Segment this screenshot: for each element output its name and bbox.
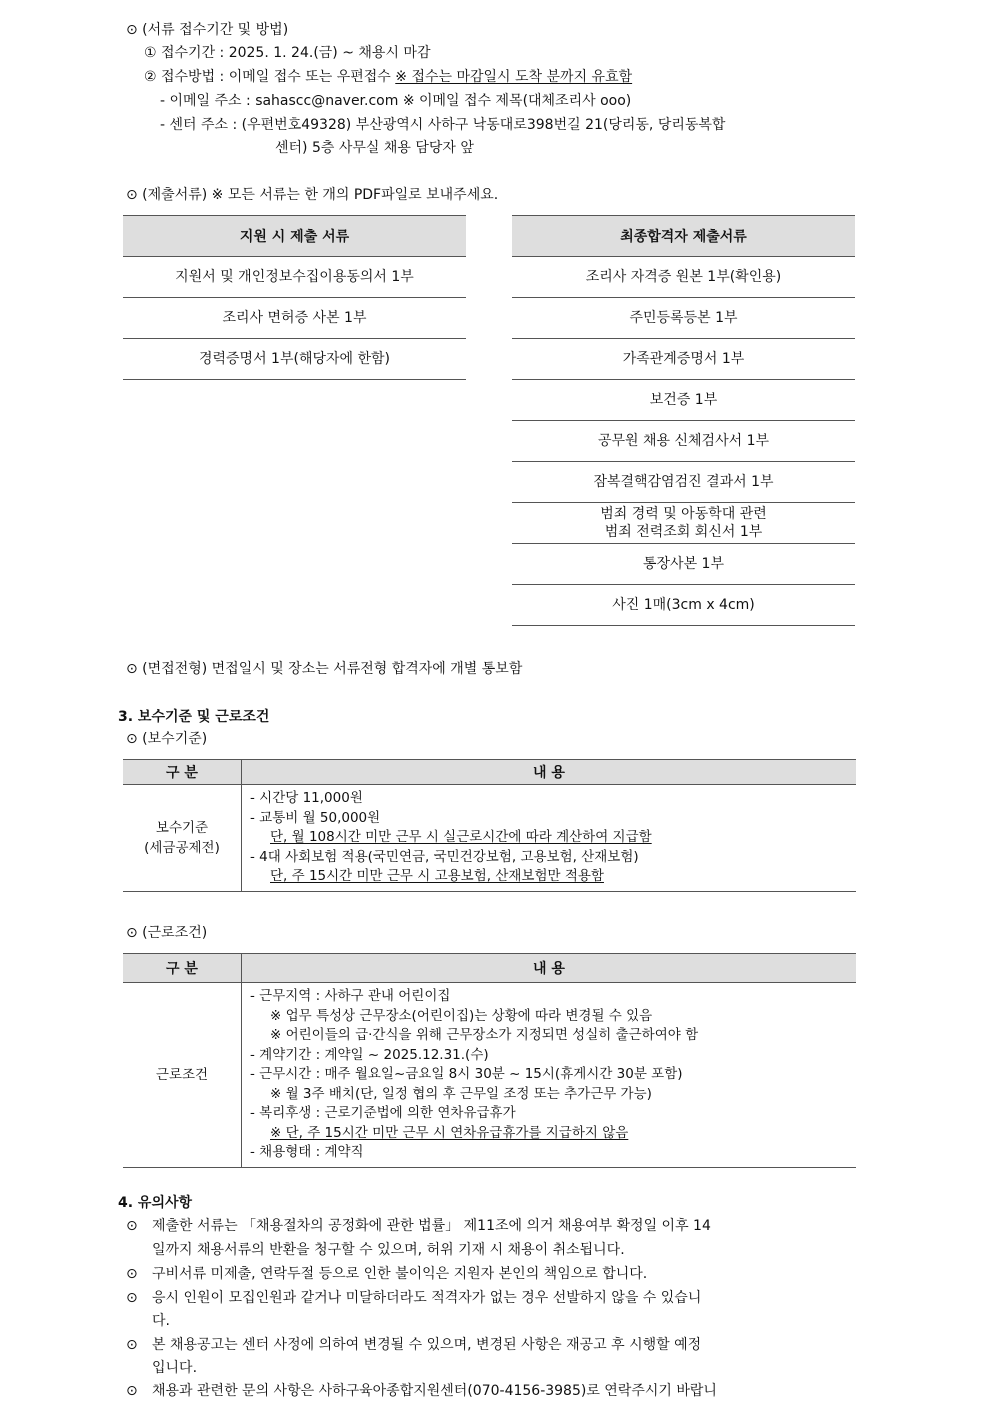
notice-text-cont: 일까지 채용서류의 반환을 청구할 수 있으며, 허위 기재 시 채용이 취소됩니다. <box>152 1242 625 1258</box>
apply-docs-header: 지원 시 제출 서류 <box>123 216 466 257</box>
apply-period: ① 접수기간 : 2025. 1. 24.(금) ~ 채용시 마감 <box>144 45 431 61</box>
final-doc-item: 사진 1매(3cm x 4cm) <box>512 585 855 626</box>
pay-heading: ⊙ (보수기준) <box>126 731 208 747</box>
pay-col-header-category: 구 분 <box>123 760 242 785</box>
table-row <box>123 785 856 892</box>
notice-bullet: ⊙ <box>126 1337 138 1353</box>
table-row <box>512 462 855 503</box>
final-doc-item-line2: 범죄 전력조회 회신서 1부 <box>604 524 763 540</box>
apply-doc-item: 조리사 면허증 사본 1부 <box>123 298 466 339</box>
notice-text: 채용과 관련한 문의 사항은 사하구육아종합지원센터(070-4156-3985)로 연락주시기 바랍니 <box>152 1383 717 1399</box>
work-line: ※ 어린이들의 급·간식을 위해 근무장소가 지정되면 성실히 출근하여야 함 <box>270 1027 699 1043</box>
work-line: ※ 월 3주 배치(단, 일정 협의 후 근무일 조정 또는 추가근무 가능) <box>270 1085 652 1102</box>
table-row <box>512 544 855 585</box>
final-doc-item: 잠복결핵감염검진 결과서 1부 <box>512 462 855 503</box>
notice-item <box>126 1264 647 1284</box>
work-content-cell <box>242 983 857 1168</box>
pay-label: 보수기준 <box>155 819 209 836</box>
final-doc-item: 주민등록등본 1부 <box>512 298 855 339</box>
notice-text-cont: 다. <box>152 1313 170 1329</box>
work-col-header-category: 구 분 <box>123 954 242 983</box>
table-row <box>512 339 855 380</box>
pay-line: - 시간당 11,000원 <box>250 790 363 806</box>
table-row <box>123 339 466 380</box>
notice-text: 응시 인원이 모집인원과 같거나 미달하더라도 적격자가 없는 경우 선발하지 않을 수 있습니 <box>152 1290 702 1306</box>
apply-doc-item: 지원서 및 개인정보수집이용동의서 1부 <box>123 257 466 298</box>
work-table <box>123 953 856 1168</box>
notice-bullet: ⊙ <box>126 1383 138 1399</box>
final-doc-item: 조리사 자격증 원본 1부(확인용) <box>512 257 855 298</box>
pay-col-header-content: 내 용 <box>242 760 857 785</box>
notice-item <box>126 1381 717 1401</box>
notice-item <box>126 1216 711 1236</box>
apply-docs-table <box>123 215 466 380</box>
work-heading: ⊙ (근로조건) <box>126 925 208 941</box>
final-doc-item <box>512 503 855 544</box>
final-doc-item: 가족관계증명서 1부 <box>512 339 855 380</box>
table-row <box>123 983 856 1168</box>
apply-address-line1: - 센터 주소 : (우편번호49328) 부산광역시 사하구 낙동대로398번길 21(당리동, 당리동복합 <box>160 117 726 133</box>
apply-address-line2: 센터) 5층 사무실 채용 담당자 앞 <box>275 140 474 156</box>
notice-text: 구비서류 미제출, 연락두절 등으로 인한 불이익은 지원자 본인의 책임으로 합니다. <box>152 1266 648 1282</box>
table-row <box>512 298 855 339</box>
apply-method <box>144 67 632 87</box>
work-line: - 계약기간 : 계약일 ~ 2025.12.31.(수) <box>250 1046 489 1063</box>
notice-item <box>126 1288 701 1308</box>
apply-heading: ⊙ (서류 접수기간 및 방법) <box>126 22 289 38</box>
apply-method-text: ② 접수방법 : 이메일 접수 또는 우편접수 <box>144 69 396 85</box>
notice-text: 본 채용공고는 센터 사정에 의하여 변경될 수 있으며, 변경된 사항은 재공고 후 시행할 예정 <box>152 1337 702 1353</box>
pay-line: 단, 월 108시간 미만 근무 시 실근로시간에 따라 계산하여 지급함 <box>270 829 652 845</box>
final-docs-header: 최종합격자 제출서류 <box>512 216 855 257</box>
notice-bullet: ⊙ <box>126 1290 138 1306</box>
final-doc-item: 보건증 1부 <box>512 380 855 421</box>
table-row <box>512 257 855 298</box>
table-row <box>512 421 855 462</box>
table-row <box>123 257 466 298</box>
notice-bullet: ⊙ <box>126 1266 138 1282</box>
notice-text-cont: 입니다. <box>152 1360 198 1376</box>
notice-item <box>126 1335 701 1355</box>
table-row <box>123 298 466 339</box>
apply-method-note: ※ 접수는 마감일시 도착 분까지 유효함 <box>395 69 633 85</box>
pay-line: 단, 주 15시간 미만 근무 시 고용보험, 산재보험만 적용함 <box>270 868 604 884</box>
final-docs-table <box>512 215 855 626</box>
interview-note: ⊙ (면접전형) 면접일시 및 장소는 서류전형 합격자에 개별 통보함 <box>126 661 523 677</box>
pay-line: - 교통비 월 50,000원 <box>250 809 381 826</box>
notice-bullet: ⊙ <box>126 1218 138 1234</box>
table-row <box>512 503 855 544</box>
final-doc-item: 통장사본 1부 <box>512 544 855 585</box>
work-line: ※ 업무 특성상 근무장소(어린이집)는 상황에 따라 변경될 수 있음 <box>270 1007 653 1024</box>
apply-doc-item: 경력증명서 1부(해당자에 한함) <box>123 339 466 380</box>
section3-title: 3. 보수기준 및 근로조건 <box>118 709 270 725</box>
docs-heading: ⊙ (제출서류) ※ 모든 서류는 한 개의 PDF파일로 보내주세요. <box>126 187 499 203</box>
final-doc-item: 공무원 채용 신체검사서 1부 <box>512 421 855 462</box>
apply-email: - 이메일 주소 : sahascc@naver.com ※ 이메일 접수 제목(대체조리사 ooo) <box>160 93 632 109</box>
section4-title: 4. 유의사항 <box>118 1195 193 1211</box>
pay-label-cell <box>123 785 242 892</box>
work-line: - 복리후생 : 근로기준법에 의한 연차유급휴가 <box>250 1105 516 1121</box>
pay-line: - 4대 사회보험 적용(국민연금, 국민건강보험, 고용보험, 산재보험) <box>250 848 639 865</box>
work-line: - 채용형태 : 계약직 <box>250 1144 364 1160</box>
pay-label-sub: (세금공제전) <box>144 839 220 856</box>
work-col-header-content: 내 용 <box>242 954 857 983</box>
work-label: 근로조건 <box>123 983 242 1168</box>
pay-content-cell <box>242 785 857 892</box>
table-row <box>512 585 855 626</box>
notice-text: 제출한 서류는 「채용절차의 공정화에 관한 법률」 제11조에 의거 채용여부 확정일 이후 14 <box>152 1218 711 1234</box>
work-line: - 근무시간 : 매주 월요일~금요일 8시 30분 ~ 15시(휴게시간 30분 포함) <box>250 1066 683 1082</box>
work-line: - 근무지역 : 사하구 관내 어린이집 <box>250 988 451 1004</box>
final-doc-item-line1: 범죄 경력 및 아동학대 관련 <box>600 506 767 522</box>
pay-table <box>123 759 856 892</box>
work-line: ※ 단, 주 15시간 미만 근무 시 연차유급휴가를 지급하지 않음 <box>270 1124 629 1141</box>
table-row <box>512 380 855 421</box>
